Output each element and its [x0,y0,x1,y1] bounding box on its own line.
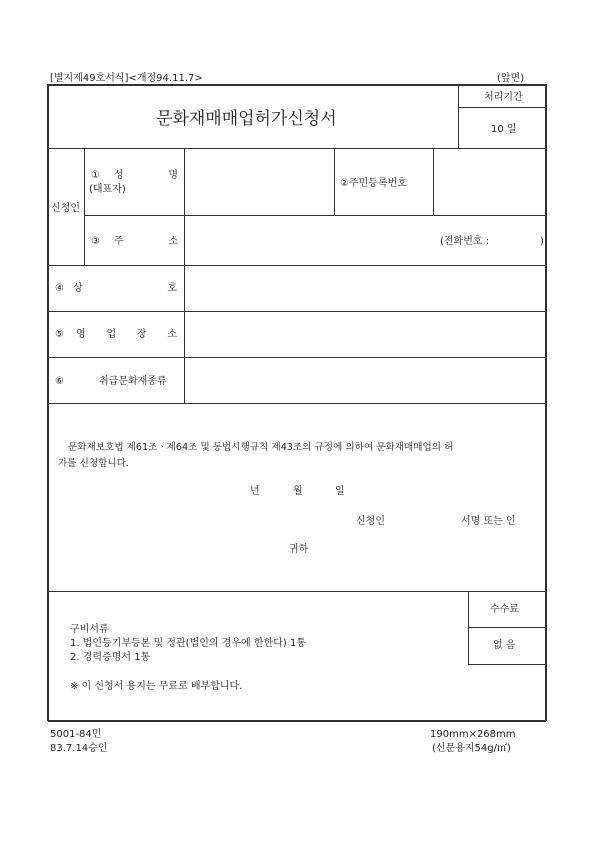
phone-close-paren: ) [540,236,544,247]
documents-title: 구비서류 [70,624,109,635]
name-field[interactable] [186,150,333,214]
processing-period-value: 10 일 [491,124,517,135]
applicant-sign-label: 신청인 [356,516,385,527]
name-label-char: 성 [114,170,124,181]
fee-label: 수수료 [490,604,519,615]
name-label-char: 명 [168,170,178,181]
trade-name-number: ④ [55,283,64,294]
business-place-number: ⑤ [55,329,64,340]
address-label-char: 주 [114,236,124,247]
distribution-note: ※ 이 신청서 용지는 무료로 배부합니다. [70,681,243,692]
address-field[interactable] [186,216,544,264]
business-place-field[interactable] [186,312,544,356]
business-place-char: 업 [106,329,117,340]
date-day-label: 일 [335,486,345,497]
applicant-group-label: 신청인 [51,203,80,214]
phone-label: (전화번호 : [440,236,490,247]
address-number: ③ [91,236,100,247]
business-place-char: 소 [167,329,177,340]
trade-name-label [73,283,177,295]
trade-name-char: 호 [167,283,177,294]
form-code: [별지제49호서식]<개정94.11.7> [50,73,203,84]
resident-registration-field[interactable] [435,150,544,214]
business-place-label [76,329,177,341]
business-place-char: 장 [136,329,147,340]
date-month-label: 월 [293,486,303,497]
signature-label: 서명 또는 인 [461,516,516,527]
footer-form-code: 5001-84민 [50,729,102,740]
document-item: 2. 경력증명서 1통 [70,652,151,663]
property-kind-number: ⑥ [55,376,64,387]
property-kind-label: 취급문화재종류 [99,376,167,387]
address-label-char: 소 [168,236,178,247]
statement-line-2: 가를 신청합니다. [58,458,129,469]
name-number: ① [91,170,100,181]
trade-name-char: 상 [73,283,83,294]
addressee-label: 귀하 [289,544,309,555]
footer-paper-type: (신문용지54g/㎡) [432,743,511,754]
business-place-char: 영 [76,329,86,340]
processing-period-label: 처리기간 [484,92,523,103]
fee-value: 없 음 [493,640,516,651]
representative-label: (대표자) [89,184,126,195]
form-title: 문화재매매업허가신청서 [156,109,337,129]
document-item: 1. 법인등기부등본 및 정관(법인의 경우에 한한다) 1통 [70,638,306,649]
resident-registration-label: ②주민등록번호 [340,178,407,189]
name-label [114,170,178,182]
statement-line-1: 문화재보호법 제61조ㆍ제64조 및 동법시행규칙 제43조의 규정에 의하여 문화재매매업의 허 [68,442,454,453]
footer-paper-size: 190mm×268mm [430,729,516,740]
trade-name-field[interactable] [186,266,544,310]
footer-approval: 83.7.14승인 [50,743,108,754]
address-label [114,236,178,248]
property-kind-field[interactable] [186,358,544,402]
date-year-label: 년 [250,486,260,497]
page-side-label: (앞면) [497,73,525,84]
